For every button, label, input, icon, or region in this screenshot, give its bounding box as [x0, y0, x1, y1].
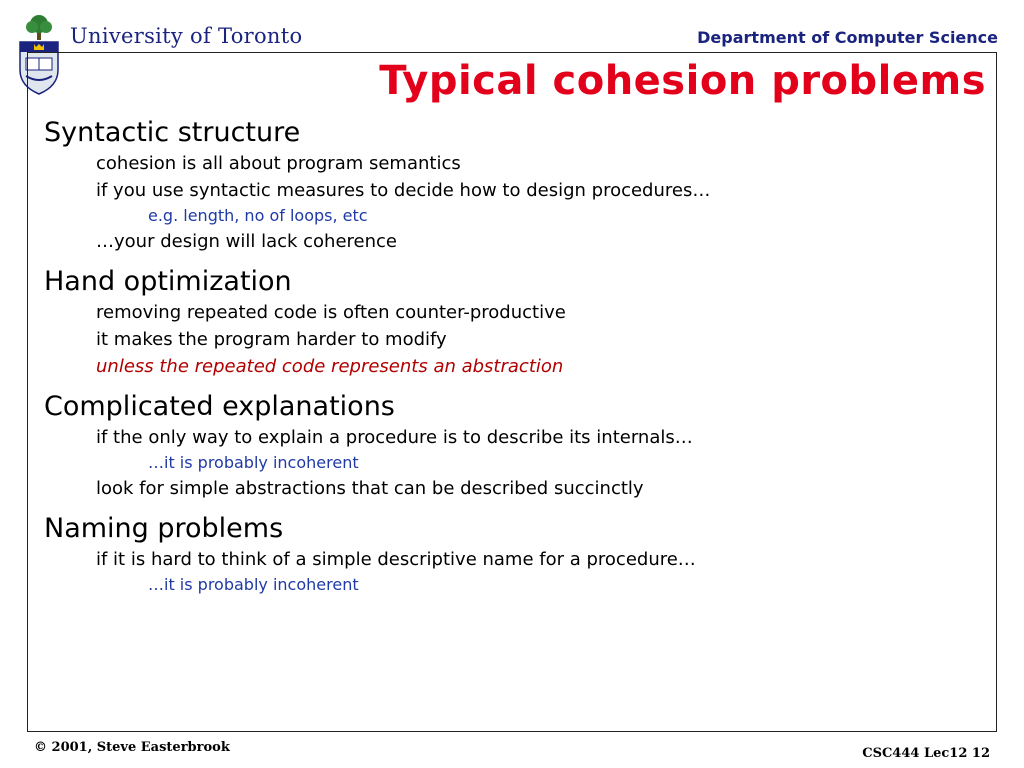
section	[44, 265, 974, 380]
department-name: Department of Computer Science	[697, 28, 998, 47]
sub-bullet: …it is probably incoherent	[148, 575, 359, 594]
sub-bullet: …it is probably incoherent	[148, 453, 359, 472]
bullet: if it is hard to think of a simple descriptive name for a procedure…	[96, 549, 696, 570]
bullet: it makes the program harder to modify	[96, 329, 447, 350]
section	[44, 116, 974, 255]
bullet: look for simple abstractions that can be described succinctly	[96, 478, 644, 499]
slide-content	[44, 116, 974, 607]
bullet: if you use syntactic measures to decide how to design procedures…	[96, 180, 711, 201]
footer-copyright: © 2001, Steve Easterbrook	[34, 740, 230, 755]
section	[44, 390, 974, 502]
bullet: removing repeated code is often counter-productive	[96, 302, 566, 323]
footer-course-page: CSC444 Lec12 12	[862, 746, 990, 761]
university-name: University of Toronto	[70, 24, 303, 48]
bullet: if the only way to explain a procedure is to describe its internals…	[96, 427, 693, 448]
section	[44, 512, 974, 597]
sub-bullet: e.g. length, no of loops, etc	[148, 206, 368, 225]
section-heading: Syntactic structure	[44, 117, 301, 148]
section-heading: Naming problems	[44, 513, 284, 544]
bullet: …your design will lack coherence	[96, 231, 397, 252]
section-heading: Hand optimization	[44, 266, 292, 297]
bullet: cohesion is all about program semantics	[96, 153, 461, 174]
bullet: unless the repeated code represents an abstraction	[96, 356, 564, 377]
section-heading: Complicated explanations	[44, 391, 395, 422]
slide-title: Typical cohesion problems	[379, 58, 986, 104]
